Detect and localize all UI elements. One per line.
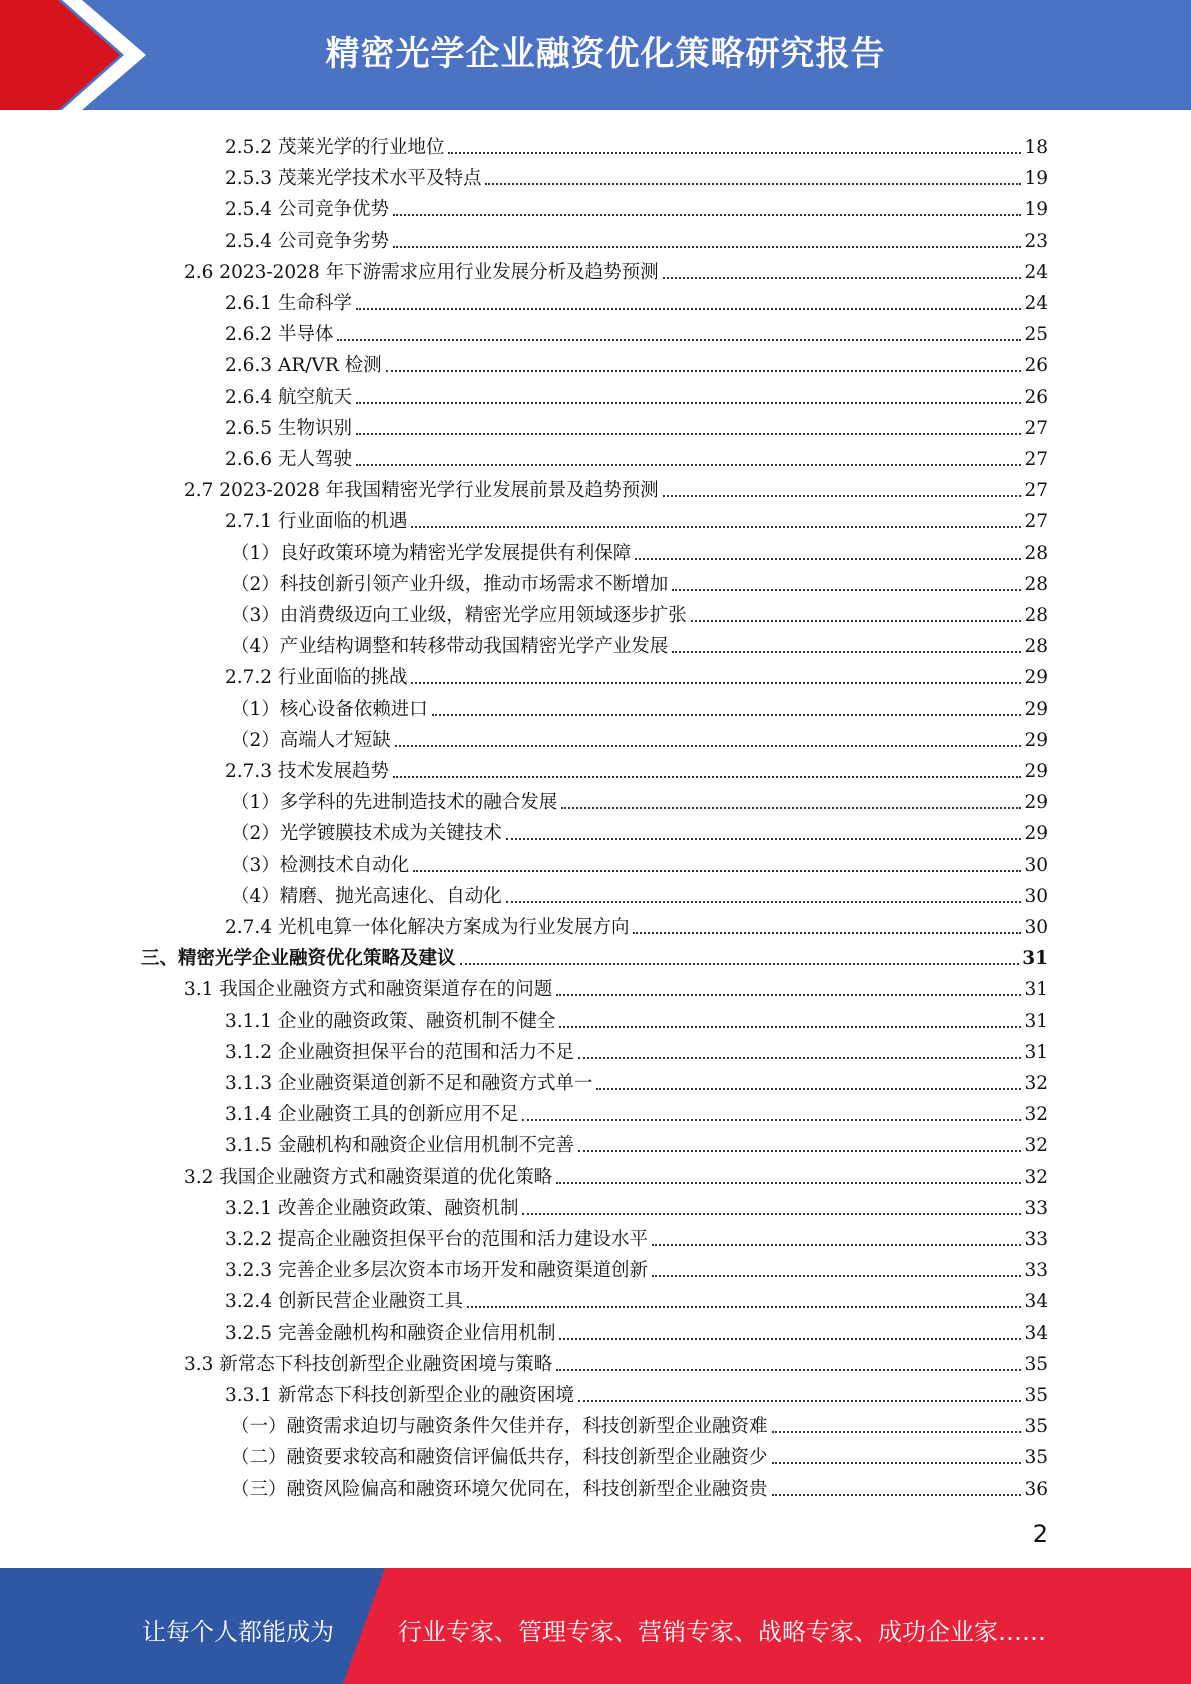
toc-dot-leader	[411, 682, 1021, 684]
toc-entry-page: 31	[1022, 948, 1048, 970]
toc-entry-page: 29	[1024, 792, 1048, 814]
toc-dot-leader	[691, 620, 1022, 622]
toc-dot-leader	[395, 745, 1022, 747]
toc-entry-title: 3.2.3 完善企业多层次资本市场开发和融资渠道创新	[225, 1260, 648, 1282]
toc-entry-title: 三、精密光学企业融资优化策略及建议	[141, 948, 456, 970]
toc-entry-page: 28	[1024, 605, 1048, 626]
toc-entry-title: 3.1.1 企业的融资政策、融资机制不健全	[225, 1010, 556, 1032]
toc-dot-leader	[633, 932, 1021, 934]
toc-entry-page: 28	[1024, 573, 1048, 595]
toc-entry-page: 35	[1024, 1416, 1048, 1438]
toc-dot-leader	[652, 1275, 1021, 1277]
toc-entry-page: 28	[1024, 542, 1048, 564]
toc-entry-page: 33	[1024, 1197, 1048, 1219]
toc-entry-title: 3.1.5 金融机构和融资企业信用机制不完善	[225, 1135, 574, 1157]
toc-entry-page: 35	[1024, 1447, 1048, 1469]
toc-entry[interactable]	[225, 1189, 1048, 1220]
toc-dot-leader	[386, 370, 1022, 372]
toc-entry[interactable]	[184, 1158, 1048, 1189]
toc-dot-leader	[393, 776, 1021, 778]
toc-entry-title: 2.6.2 半导体	[225, 324, 334, 346]
toc-dot-leader	[556, 1369, 1021, 1371]
toc-dot-leader	[356, 402, 1022, 404]
toc-dot-leader	[460, 963, 1020, 965]
toc-entry-page: 24	[1024, 261, 1048, 283]
toc-dot-leader	[448, 152, 1021, 154]
toc-entry[interactable]	[225, 1376, 1048, 1407]
toc-dot-leader	[772, 1431, 1022, 1433]
toc-entry[interactable]	[225, 1064, 1048, 1095]
toc-dot-leader	[663, 495, 1022, 497]
toc-entry-title: （4）产业结构调整和转移带动我国精密光学产业发展	[231, 636, 669, 658]
toc-entry-title: 2.6.3 AR/VR 检测	[225, 355, 382, 377]
toc-entry-page: 34	[1024, 1291, 1048, 1313]
toc-entry[interactable]	[225, 346, 1048, 377]
toc-dot-leader	[635, 558, 1021, 560]
toc-entry-title: 2.5.2 茂莱光学的行业地位	[225, 137, 445, 158]
toc-entry-title: 3.1.4 企业融资工具的创新应用不足	[225, 1104, 519, 1126]
toc-entry-title: 3.1.3 企业融资渠道创新不足和融资方式单一	[225, 1073, 593, 1094]
toc-entry-page: 29	[1024, 761, 1048, 782]
toc-dot-leader	[506, 838, 1022, 840]
toc-entry-title: 2.5.4 公司竞争劣势	[225, 230, 389, 252]
toc-entry[interactable]	[225, 1314, 1048, 1345]
toc-entry-title: 2.5.3 茂莱光学技术水平及特点	[225, 168, 482, 190]
toc-entry[interactable]	[225, 159, 1048, 190]
toc-entry[interactable]	[225, 1033, 1048, 1064]
toc-dot-leader	[663, 277, 1022, 279]
toc-entry-page: 31	[1024, 1010, 1048, 1032]
toc-entry[interactable]	[225, 1126, 1048, 1157]
toc-entry-page: 35	[1024, 1353, 1048, 1375]
toc-dot-leader	[485, 183, 1021, 185]
toc-entry[interactable]	[231, 690, 1048, 721]
toc-entry-page: 30	[1024, 854, 1048, 876]
toc-dot-leader	[506, 901, 1022, 903]
toc-entry[interactable]	[225, 440, 1048, 471]
toc-entry[interactable]	[225, 1251, 1048, 1282]
toc-entry-page: 29	[1024, 823, 1048, 845]
toc-entry-title: 2.7.2 行业面临的挑战	[225, 667, 408, 689]
toc-dot-leader	[411, 526, 1021, 528]
toc-entry[interactable]	[225, 1220, 1048, 1251]
toc-entry[interactable]	[231, 534, 1048, 565]
toc-entry[interactable]	[225, 1002, 1048, 1033]
toc-entry-title: 3.2.4 创新民营企业融资工具	[225, 1291, 463, 1313]
toc-dot-leader	[596, 1088, 1021, 1090]
toc-dot-leader	[559, 1026, 1021, 1028]
toc-entry-title: 2.7.4 光机电算一体化解决方案成为行业发展方向	[225, 917, 630, 938]
toc-entry-title: 3.3.1 新常态下科技创新型企业的融资困境	[225, 1385, 574, 1406]
toc-entry-page: 24	[1024, 293, 1048, 314]
toc-dot-leader	[522, 1213, 1021, 1215]
toc-entry-page: 18	[1024, 137, 1048, 158]
toc-entry[interactable]	[225, 658, 1048, 689]
toc-entry[interactable]	[225, 222, 1048, 253]
toc-entry[interactable]	[225, 1095, 1048, 1126]
toc-entry[interactable]	[231, 565, 1048, 596]
toc-entry[interactable]	[231, 1470, 1048, 1501]
toc-dot-leader	[393, 246, 1021, 248]
toc-dot-leader	[772, 1462, 1022, 1464]
toc-entry-page: 32	[1024, 1166, 1048, 1188]
toc-entry[interactable]	[231, 783, 1048, 814]
toc-entry[interactable]	[225, 284, 1048, 315]
toc-dot-leader	[413, 870, 1021, 872]
toc-dot-leader	[559, 1338, 1021, 1340]
toc-entry-title: 2.6.6 无人驾驶	[225, 449, 352, 470]
toc-entry[interactable]	[184, 1345, 1048, 1376]
report-header	[0, 0, 1191, 110]
toc-dot-leader	[672, 651, 1021, 653]
toc-dot-leader	[467, 1306, 1021, 1308]
toc-entry[interactable]	[231, 846, 1048, 877]
toc-entry[interactable]	[225, 190, 1048, 221]
toc-entry-title: 2.6.1 生命科学	[225, 293, 352, 314]
toc-entry-title: 3.2.1 改善企业融资政策、融资机制	[225, 1197, 519, 1219]
report-title: 精密光学企业融资优化策略研究报告	[325, 34, 886, 74]
toc-entry-title: （2）光学镀膜技术成为关键技术	[231, 823, 502, 845]
toc-entry-page: 19	[1024, 168, 1048, 190]
toc-entry-page: 31	[1024, 979, 1048, 1001]
footer-expert-list: 行业专家、管理专家、营销专家、战略专家、成功企业家……	[398, 1618, 1046, 1646]
toc-dot-leader	[578, 1400, 1021, 1402]
toc-entry[interactable]	[231, 596, 1048, 627]
toc-entry-page: 33	[1024, 1260, 1048, 1282]
toc-entry[interactable]	[225, 128, 1048, 159]
toc-dot-leader	[356, 464, 1022, 466]
toc-entry-title: 2.6.5 生物识别	[225, 417, 352, 439]
toc-entry-title: 2.6 2023-2028 年下游需求应用行业发展分析及趋势预测	[184, 261, 659, 283]
toc-entry-page: 30	[1024, 885, 1048, 907]
toc-entry-title: 3.2.2 提高企业融资担保平台的范围和活力建设水平	[225, 1229, 648, 1250]
toc-entry[interactable]	[231, 877, 1048, 908]
toc-entry-title: （一）融资需求迫切与融资条件欠佳并存，科技创新型企业融资难	[231, 1416, 768, 1438]
toc-entry-page: 23	[1024, 230, 1048, 252]
toc-entry-page: 27	[1024, 449, 1048, 470]
toc-entry-title: 3.3 新常态下科技创新型企业融资困境与策略	[184, 1353, 553, 1375]
toc-entry[interactable]	[225, 908, 1048, 939]
toc-entry[interactable]	[231, 814, 1048, 845]
toc-entry-page: 25	[1024, 324, 1048, 346]
toc-dot-leader	[561, 807, 1021, 809]
toc-dot-leader	[578, 1150, 1021, 1152]
toc-entry-page: 31	[1024, 1041, 1048, 1063]
footer-slogan: 让每个人都能成为	[142, 1618, 334, 1646]
toc-entry-page: 34	[1024, 1322, 1048, 1344]
toc-dot-leader	[578, 1057, 1021, 1059]
toc-entry-title: 2.7 2023-2028 年我国精密光学行业发展前景及趋势预测	[184, 480, 659, 502]
toc-entry-page: 32	[1024, 1073, 1048, 1094]
toc-entry-page: 35	[1024, 1385, 1048, 1406]
toc-entry-title: （3）检测技术自动化	[231, 854, 410, 876]
toc-entry-title: （二）融资要求较高和融资信评偏低共存，科技创新型企业融资少	[231, 1447, 768, 1469]
page-number: 2	[1032, 1520, 1048, 1548]
report-footer	[0, 1568, 1191, 1684]
toc-entry-title: （1）良好政策环境为精密光学发展提供有利保障	[231, 542, 632, 564]
toc-entry-page: 36	[1024, 1478, 1048, 1500]
toc-entry[interactable]	[184, 253, 1048, 284]
toc-entry-page: 27	[1024, 417, 1048, 439]
toc-entry[interactable]	[225, 502, 1048, 533]
toc-dot-leader	[522, 1119, 1021, 1121]
toc-entry-title: （4）精磨、抛光高速化、自动化	[231, 885, 502, 907]
toc-entry-title: 3.1.2 企业融资担保平台的范围和活力不足	[225, 1041, 574, 1063]
toc-entry[interactable]	[141, 939, 1048, 970]
toc-entry-title: （2）科技创新引领产业升级，推动市场需求不断增加	[231, 573, 669, 595]
toc-dot-leader	[772, 1494, 1022, 1496]
toc-entry[interactable]	[231, 1438, 1048, 1469]
toc-entry[interactable]	[231, 627, 1048, 658]
toc-entry-page: 19	[1024, 199, 1048, 221]
toc-dot-leader	[556, 994, 1021, 996]
toc-dot-leader	[337, 339, 1021, 341]
toc-dot-leader	[556, 1182, 1021, 1184]
toc-entry[interactable]	[184, 970, 1048, 1001]
toc-entry-page: 29	[1024, 729, 1048, 751]
toc-entry-page: 30	[1024, 917, 1048, 938]
toc-entry[interactable]	[231, 721, 1048, 752]
toc-dot-leader	[672, 589, 1021, 591]
toc-entry[interactable]	[184, 471, 1048, 502]
toc-entry-title: （1）多学科的先进制造技术的融合发展	[231, 792, 558, 814]
toc-entry-title: 3.2.5 完善金融机构和融资企业信用机制	[225, 1322, 556, 1344]
toc-entry-title: 2.7.3 技术发展趋势	[225, 761, 389, 782]
toc-entry-page: 29	[1024, 667, 1048, 689]
toc-entry-title: 3.2 我国企业融资方式和融资渠道的优化策略	[184, 1166, 553, 1188]
toc-entry-title: （3）由消费级迈向工业级，精密光学应用领域逐步扩张	[231, 605, 687, 626]
toc-dot-leader	[356, 308, 1022, 310]
toc-entry-title: 2.5.4 公司竞争优势	[225, 199, 389, 221]
toc-entry-page: 27	[1024, 480, 1048, 502]
toc-entry[interactable]	[225, 378, 1048, 409]
toc-entry-title: 3.1 我国企业融资方式和融资渠道存在的问题	[184, 979, 553, 1001]
toc-dot-leader	[393, 214, 1021, 216]
toc-entry[interactable]	[225, 409, 1048, 440]
toc-entry-page: 26	[1024, 355, 1048, 377]
toc-entry-page: 28	[1024, 636, 1048, 658]
toc-entry-page: 26	[1024, 386, 1048, 408]
toc-entry[interactable]	[231, 1407, 1048, 1438]
toc-entry-title: （1）核心设备依赖进口	[231, 698, 428, 720]
toc-dot-leader	[432, 714, 1022, 716]
toc-dot-leader	[356, 433, 1022, 435]
toc-entry[interactable]	[225, 752, 1048, 783]
toc-entry-page: 29	[1024, 698, 1048, 720]
toc-entry[interactable]	[225, 1282, 1048, 1313]
toc-entry[interactable]	[225, 315, 1048, 346]
toc-dot-leader	[652, 1244, 1021, 1246]
toc-entry-page: 33	[1024, 1229, 1048, 1250]
toc-entry-title: 2.7.1 行业面临的机遇	[225, 511, 408, 533]
toc-entry-title: （2）高端人才短缺	[231, 729, 391, 751]
toc-entry-page: 32	[1024, 1104, 1048, 1126]
toc-entry-title: 2.6.4 航空航天	[225, 386, 352, 408]
toc-entry-title: （三）融资风险偏高和融资环境欠优同在，科技创新型企业融资贵	[231, 1478, 768, 1500]
toc-entry-page: 32	[1024, 1135, 1048, 1157]
toc-entry-page: 27	[1024, 511, 1048, 533]
